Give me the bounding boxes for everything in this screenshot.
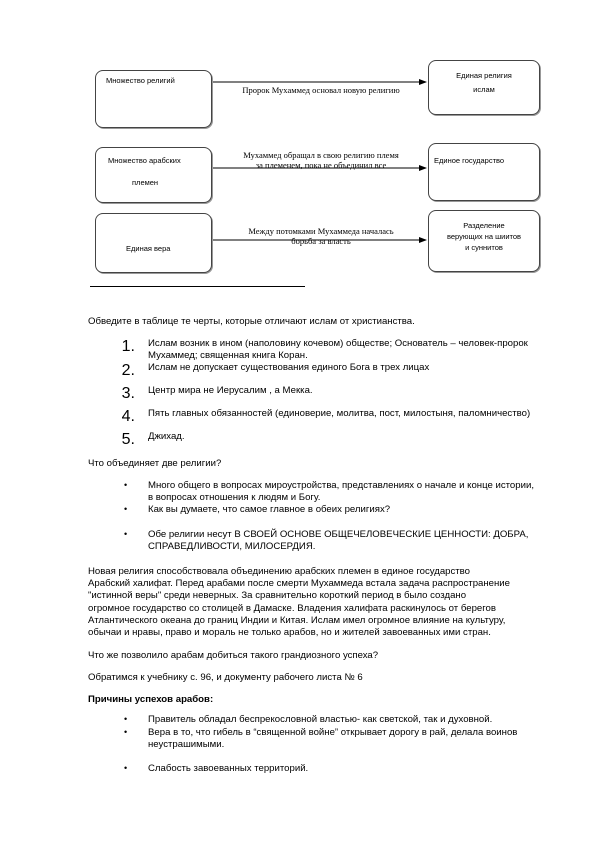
box-text: Единое государство: [434, 156, 505, 165]
list-item: Центр мира не Иерусалим , а Мекка.: [148, 385, 313, 396]
paragraph-line: огромное государство со столицей в Дамаске. Владения халифата раскинулось от берегов: [88, 602, 496, 614]
diagram-box-left-1: [95, 70, 212, 128]
paragraph: [88, 566, 510, 639]
box-text: Разделение: [463, 221, 505, 230]
list-number: 3.: [121, 385, 135, 402]
paragraph-line: обычаи и нравы, право и мораль не только арабов, но и жителей завоеванных ими стран.: [88, 627, 491, 639]
box-text: ислам: [473, 85, 495, 94]
bullet-line: в вопросах отношения к людям и Богу.: [148, 492, 321, 504]
arrow-text: Пророк Мухаммед основал новую религию: [242, 85, 400, 95]
bullet-line: Много общего в вопросах мироустройства, представлениях о начале и конце истории,: [148, 480, 534, 491]
bullet-item: Как вы думаете, что самое главное в обеих религиях?: [148, 504, 391, 515]
bullet-line: Вера в то, что гибель в “священной войне” открывает дорогу в рай, делала воинов: [148, 727, 518, 738]
diagram-box-right-3: [428, 210, 540, 272]
bullet-line: неустрашимыми.: [148, 739, 225, 751]
bullet-item: Слабость завоеванных территорий.: [148, 763, 309, 774]
arrow-text: борьба за власть: [291, 236, 351, 246]
task-text: Обведите в таблице те черты, которые отличают ислам от христианства.: [88, 316, 415, 327]
box-text: Множество арабских: [108, 156, 181, 165]
box-text: Единая религия: [456, 71, 512, 80]
bullet-icon: •: [124, 763, 128, 773]
diagram-box-right-2: [428, 143, 540, 201]
bullet-icon: •: [124, 480, 128, 490]
box-text: Множество религий: [106, 76, 175, 85]
paragraph-line: Атлантического океана до границ Индии и Китая. Ислам имел огромное влияние на культуру,: [88, 614, 506, 626]
arrow-label-2: [218, 150, 424, 170]
box-text: и суннитов: [465, 243, 503, 252]
list-number: 1.: [121, 338, 135, 355]
box-text: верующих на шиитов: [446, 232, 522, 241]
diagram-box-right-1: [428, 60, 540, 115]
diagram-box-left-2: [95, 147, 212, 203]
bullet-icon: •: [124, 504, 128, 514]
paragraph-line: Новая религия способствовала объединению арабских племен в единое государство: [88, 566, 471, 577]
bullet-item: [148, 529, 528, 553]
bullet-icon: •: [124, 714, 128, 724]
bullet-line: Обе религии несут В СВОЕЙ ОСНОВЕ ОБЩЕЧЕЛОВЕЧЕСКИЕ ЦЕННОСТИ: ДОБРА,: [148, 529, 529, 540]
list-item: Пять главных обязанностей (единоверие, молитва, пост, милостыня, паломничество): [148, 408, 531, 419]
list-number: 4.: [121, 408, 135, 425]
arrow-text: Мухаммед обращал в свою религию племя: [243, 150, 399, 160]
arrow-text: за племенем, пока не объединил все: [255, 160, 387, 170]
heading-text: Причины успехов арабов:: [88, 694, 214, 705]
paragraph-line: Арабский халифат. Перед арабами после смерти Мухаммеда встала задача распространение: [88, 578, 511, 590]
question-text: Что же позволило арабам добиться такого грандиозного успеха?: [88, 650, 379, 661]
list-number: 5.: [121, 431, 135, 448]
box-text: племен: [132, 178, 159, 187]
paragraph-line: "истинной веры" среди неверных. За сравнительно короткий период в было создано: [88, 590, 467, 602]
question-text: Что объединяет две религии?: [88, 458, 222, 469]
bullet-item: Правитель обладал беспрекословной властью- как светской, так и духовной.: [148, 714, 493, 725]
box-text: Единая вера: [126, 244, 171, 253]
arrow-text: Между потомками Мухаммеда началась: [248, 226, 394, 236]
bullet-line: СПРАВЕДЛИВОСТИ, МИЛОСЕРДИЯ.: [148, 541, 316, 553]
list-item-line: Ислам возник в ином (наполовину кочевом) обществе; Основатель – человек-пророк: [148, 338, 528, 349]
diagram-box-left-3: [95, 213, 212, 273]
bullet-item: [148, 480, 534, 504]
arrow-label-3: [218, 226, 424, 246]
bullet-icon: •: [124, 727, 128, 737]
reference-text: Обратимся к учебнику с. 96, и документу рабочего листа № 6: [88, 672, 363, 683]
bullet-item: [148, 727, 517, 751]
list-item-line: Мухаммед; священная книга Коран.: [148, 350, 308, 362]
list-item: Ислам не допускает существования единого Бога в трех лицах: [148, 362, 430, 373]
section-heading: [88, 694, 213, 706]
list-number: 2.: [121, 362, 135, 379]
list-item: Джихад.: [148, 431, 185, 442]
bullet-icon: •: [124, 529, 128, 539]
separator-line: [90, 286, 305, 287]
arrow-label-1: [218, 85, 424, 95]
list-item: [148, 338, 528, 362]
